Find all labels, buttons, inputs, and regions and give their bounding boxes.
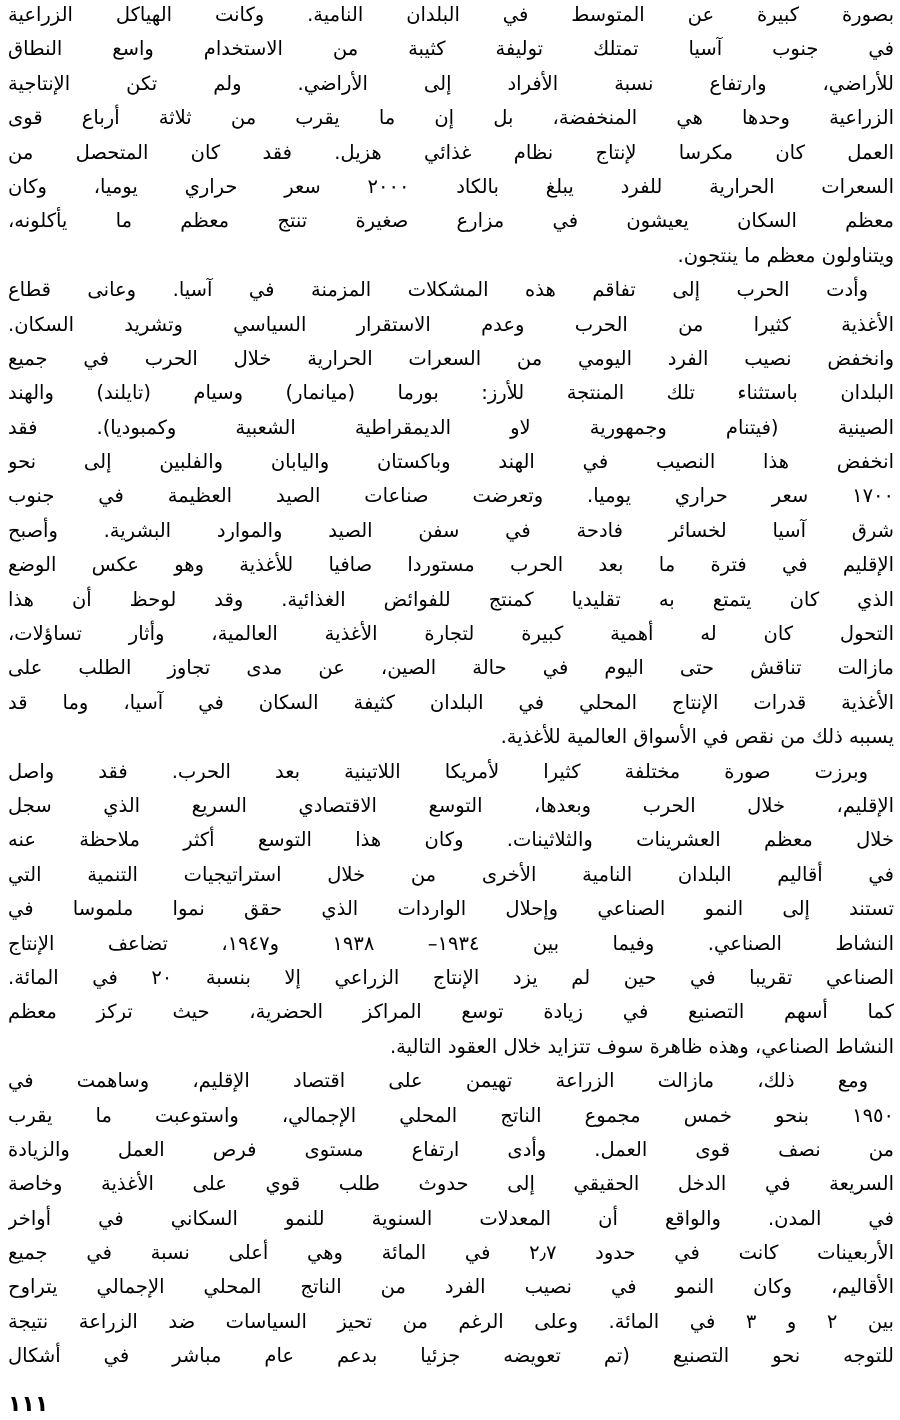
text-line: الإقليم، خلال الحرب وبعدها، التوسع الاقتصادي السريع الذي سجل: [8, 793, 894, 817]
text-line: كما أسهم التصنيع في زيادة توسع المراكز الحضرية، حيث تركز معظم: [8, 1000, 894, 1024]
text-line: بصورة كبيرة عن المتوسط في البلدان النامية. وكانت الهياكل الزراعية: [8, 3, 894, 26]
text-line: وانخفض نصيب الفرد اليومي من السعرات الحرارية خلال الحرب في جميع: [8, 346, 894, 370]
text-line: العمل كان مكرسا لإنتاج نظام غذائي هزيل. فقد كان المتحصل من: [8, 140, 894, 164]
text-line: الأغذية كثيرا من الحرب وعدم الاستقرار السياسي وتشريد السكان.: [8, 312, 894, 336]
text-line: البلدان باستثناء تلك المنتجة للأرز: بورما (ميانمار) وسيام (تايلند) والهند: [8, 381, 894, 405]
text-line: الأغذية قدرات الإنتاج المحلي في البلدان كثيفة السكان في آسيا، وما قد: [8, 690, 894, 714]
body-text: [8, 0, 894, 1374]
text-line: ١٧٠٠ سعر حراري يوميا. وتعرضت صناعات الصيد العظيمة في جنوب: [8, 484, 894, 508]
text-line: للتوجه نحو التصنيع (تم تعويضه جزئيا بدعم عام مباشر في أشكال: [8, 1344, 894, 1368]
text-line: النشاط الصناعي، وهذه ظاهرة سوف تتزايد خلال العقود التالية.: [389, 1034, 894, 1058]
text-line: الذي كان يتمتع به تقليديا كمنتج للفوائض الغذائية. وقد لوحظ أن هذا: [8, 587, 894, 611]
text-line: يسببه ذلك من نقص في الأسواق العالمية للأغذية.: [500, 725, 894, 749]
text-line: ١٩٥٠ بنحو خمس مجموع الناتج المحلي الإجمالي، واستوعبت ما يقرب: [8, 1103, 894, 1127]
text-line: من نصف قوى العمل. وأدى ارتفاع مستوى فرص العمل والزيادة: [8, 1137, 894, 1161]
text-line: بين ٢ و ٣ في المائة. وعلى الرغم من تحيز السياسات ضد الزراعة نتيجة: [8, 1309, 894, 1333]
text-line: ومع ذلك، مازالت الزراعة تهيمن على اقتصاد الإقليم، وساهمت في: [8, 1069, 868, 1093]
text-line: معظم السكان يعيشون في مزارع صغيرة تنتج معظم ما يأكلونه،: [8, 209, 894, 233]
text-line: انخفض هذا النصيب في الهند وباكستان واليابان والفلبين إلى نحو: [8, 450, 894, 474]
text-line: تستند إلى النمو الصناعي وإحلال الواردات الذي حقق نموا ملموسا في: [8, 897, 894, 921]
text-line: في أقاليم البلدان النامية الأخرى من خلال استراتيجيات التنمية التي: [8, 862, 894, 886]
text-line: السعرات الحرارية للفرد يبلغ بالكاد ٢٠٠٠ سعر حراري يوميا، وكان: [8, 174, 894, 198]
text-line: الأربعينات كانت في حدود ٢٫٧ في المائة وهي أعلى نسبة في جميع: [8, 1241, 894, 1265]
text-line: النشاط الصناعي. وفيما بين ١٩٣٤– ١٩٣٨ و١٩٤٧، تضاعف الإنتاج: [8, 931, 894, 955]
text-line: خلال معظم العشرينات والثلاثينات. وكان هذا التوسع أكثر ملاحظة عنه: [8, 828, 894, 852]
text-line: مازالت تناقش حتى اليوم في حالة الصين، عن مدى تجاوز الطلب على: [8, 656, 894, 680]
text-line: الصناعي تقريبا في حين لم يزد الإنتاج الزراعي إلا بنسبة ٢٠ في المائة.: [8, 965, 894, 989]
text-line: شرق آسيا لخسائر فادحة في سفن الصيد والموارد البشرية. وأصبح: [8, 518, 894, 542]
page-number: ١١١: [8, 1392, 49, 1417]
text-line: السريعة في الدخل الحقيقي إلى حدوث طلب قوي على الأغذية وخاصة: [8, 1172, 894, 1196]
text-line: وبرزت صورة مختلفة كثيرا لأمريكا اللاتينية بعد الحرب. فقد واصل: [8, 759, 868, 783]
text-line: الإقليم في فترة ما بعد الحرب مستوردا صافيا للأغذية وهو عكس الوضع: [8, 553, 894, 577]
text-line: وأدت الحرب إلى تفاقم هذه المشكلات المزمنة في آسيا. وعانى قطاع: [8, 278, 868, 302]
text-line: الصينية (فيتنام وجمهورية لاو الديمقراطية الشعبية وكمبوديا). فقد: [8, 415, 894, 439]
text-line: للأراضي، وارتفاع نسبة الأفراد إلى الأراضي. ولم تكن الإنتاجية: [8, 71, 894, 95]
text-line: الزراعية وحدها هي المنخفضة، بل إن ما يقرب من ثلاثة أرباع قوى: [8, 106, 894, 130]
text-line: ويتناولون معظم ما ينتجون.: [677, 243, 894, 267]
text-line: في المدن. والواقع أن المعدلات السنوية للنمو السكاني في أواخر: [8, 1206, 894, 1230]
text-line: التحول كان له أهمية كبيرة لتجارة الأغذية العالمية، وأثار تساؤلات،: [8, 622, 894, 646]
text-line: في جنوب آسيا تمتلك توليفة كثيبة من الاستخدام واسع النطاق: [8, 37, 894, 61]
text-line: الأقاليم، وكان النمو في نصيب الفرد من الناتج المحلي الإجمالي يتراوح: [8, 1275, 894, 1299]
